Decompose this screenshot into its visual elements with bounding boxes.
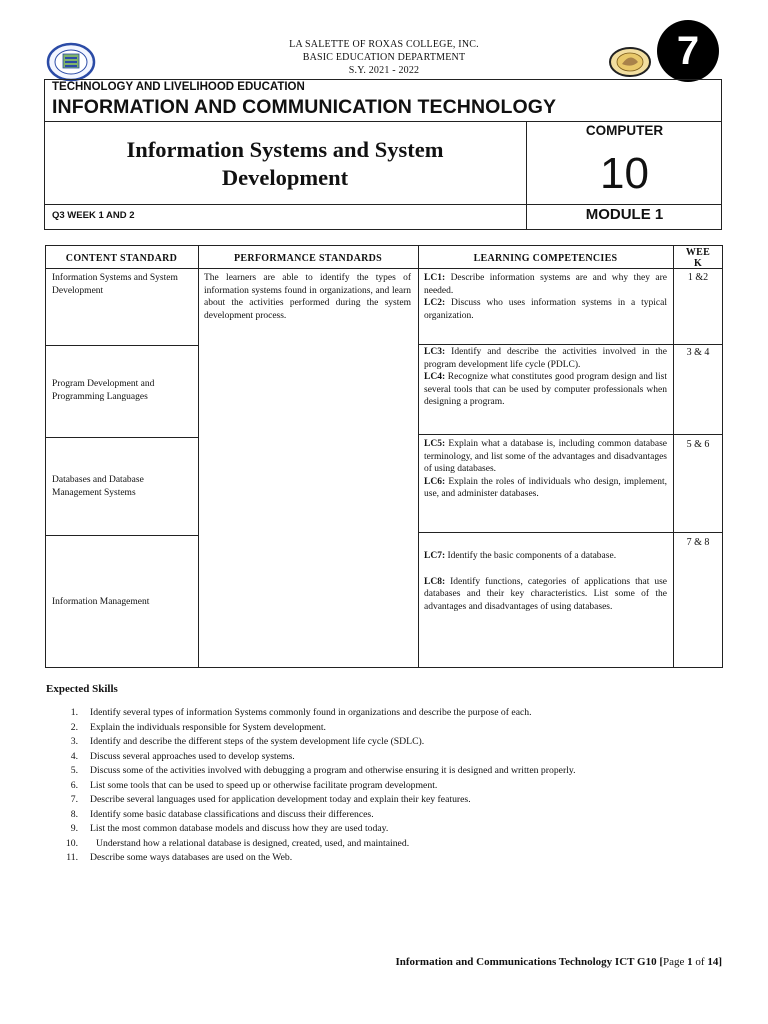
competency-text: Identify and describe the activities involved in the program development life cycle (PDLC). [424,347,667,370]
competencies-cell [424,438,667,501]
module-title [60,136,510,192]
competency-code: LC6: [424,476,446,487]
competency-item [424,550,667,563]
list-text: Discuss several approaches used to develop systems. [90,750,295,762]
course-label: COMPUTER [585,123,664,138]
subject-title: INFORMATION AND COMMUNICATION TECHNOLOGY [52,96,557,118]
list-item [56,793,746,808]
list-item [56,808,746,823]
grade-badge: 7 [657,20,719,82]
competency-text: Identify the basic components of a database. [445,551,617,561]
content-standard-cell: Information Systems and System Development [52,273,178,296]
competencies-cell [424,272,667,322]
list-number: 10. [65,837,78,849]
content-standard-cell: Information Management [52,597,150,607]
list-number: 9. [70,823,78,834]
competency-code: LC4: [424,372,446,383]
competency-text: Explain what a database is, including common database terminology, and list some of the advantages and disadvantages of using databases. [424,439,667,475]
table-border [45,245,46,668]
header-divider [45,268,723,269]
week-cell: 3 & 4 [686,347,710,358]
footer-bracket: [ [659,956,664,968]
competency-text: Describe information systems are and why they are needed. [424,273,667,296]
list-text: List the most common database models and discuss how they are used today. [90,823,389,834]
table-border [722,245,723,668]
row-divider [45,345,198,346]
column-divider [673,245,674,668]
competency-text: Recognize what constitutes good program design and list several tools that can be used by computer professionals when designing a program. [424,372,667,408]
competency-text: Identify functions, categories of applications that use databases and their key characteristics. List some of the advantages and disadvantages of using databases. [424,576,667,612]
competency-item [424,346,667,371]
list-item [56,750,746,765]
module-title-line: Development [221,165,349,190]
list-text: Explain the individuals responsible for System development. [90,721,326,733]
list-item [56,822,746,837]
department-logo [608,46,652,78]
table-border [45,245,723,246]
list-number: 4. [70,750,78,762]
list-item [56,706,746,721]
row-divider [418,344,723,345]
week-cell: 1 &2 [687,272,709,283]
list-text: Identify and describe the different steps of the system development life cycle (SDLC). [90,736,425,747]
school-name: LA SALETTE OF ROXAS COLLEGE, INC. [289,39,479,50]
competency-item [424,371,667,409]
column-divider [198,245,199,668]
header-learning-competencies: LEARNING COMPETENCIES [473,253,618,264]
list-item [56,837,746,852]
expected-skills-title: Expected Skills [46,683,118,695]
expected-skills-list [56,706,746,866]
competency-item [424,476,667,501]
school-year: S.Y. 2021 - 2022 [348,65,420,76]
list-text: Understand how a relational database is designed, created, used, and maintained. [96,837,410,849]
column-divider [418,245,419,668]
list-text: Describe some ways databases are used on the Web. [90,852,293,863]
list-number: 7. [70,794,78,805]
competency-item [424,438,667,476]
module-label: MODULE 1 [585,206,664,223]
school-header [0,38,768,77]
week-cell: 7 & 8 [686,537,710,548]
list-text: Discuss some of the activities involved with debugging a program and otherwise ensuring it is designed and written properly. [90,765,576,776]
list-number: 8. [70,808,78,820]
competency-text: Explain the roles of individuals who design, implement, use, and administer databases. [424,476,667,500]
list-number: 1. [70,707,78,718]
header-content-standard: CONTENT STANDARD [65,253,178,264]
competency-code: LC1: [424,273,446,283]
competencies-cell [424,346,667,409]
content-standard-cell: Databases and Database Management Systems [52,475,144,498]
footer-course: Information and Communications Technology ICT G10 [395,956,660,968]
competency-code: LC2: [424,298,446,309]
header-week [673,247,723,269]
list-number: 5. [70,765,78,776]
competency-code: LC5: [424,439,446,449]
row-divider [45,535,198,536]
header-week-line: K [693,258,703,269]
footer-bracket: ] [718,956,722,968]
competency-code: LC8: [424,576,446,587]
header-performance-standards: PERFORMANCE STANDARDS [233,253,383,264]
total-pages: 14 [707,956,719,968]
list-text: Identify some basic database classifications and discuss their differences. [90,808,374,820]
row-divider [418,532,723,533]
list-item [56,851,746,866]
competency-item [424,272,667,297]
competency-text: Discuss who uses information systems in a typical organization. [424,298,667,321]
footer-page-word: Page [663,956,688,968]
footer-of-word: of [692,956,708,968]
page-footer [395,956,722,968]
page-number: 1 [687,956,693,968]
row-divider [418,434,723,435]
header-week-line: WEE [685,247,711,258]
competency-item [424,297,667,322]
competency-item [424,576,667,614]
list-item [56,721,746,736]
week-cell: 5 & 6 [686,439,710,450]
competency-code: LC3: [424,347,446,357]
quarter-week-label: Q3 WEEK 1 AND 2 [52,210,135,221]
competency-code: LC7: [424,551,446,561]
list-number: 6. [70,779,78,791]
list-text: List some tools that can be used to speed up or otherwise facilitate program development. [90,779,438,791]
subject-area: TECHNOLOGY AND LIVELIHOOD EDUCATION [52,81,305,93]
performance-standard-cell: The learners are able to identify the types of information systems found in organizations, and learn about the activities performed during the system development process. [204,273,411,321]
competencies-cell [424,550,667,613]
grade-number: 10 [600,149,649,198]
list-number: 2. [70,721,78,733]
row-divider [45,437,198,438]
list-text: Describe several languages used for application development today and explain their key features. [90,794,471,805]
list-item [56,779,746,794]
list-text: Identify several types of information Systems commonly found in organizations and describe the purpose of each. [90,707,532,718]
list-number: 3. [70,736,78,747]
divider [44,204,722,205]
content-standard-cell: Program Development and Programming Languages [52,379,155,402]
module-title-line: Information Systems and System [126,137,444,162]
list-item [56,764,746,779]
list-number: 11. [66,852,78,863]
table-border [45,667,723,668]
list-item [56,735,746,750]
divider [44,121,722,122]
school-department: BASIC EDUCATION DEPARTMENT [302,52,466,63]
